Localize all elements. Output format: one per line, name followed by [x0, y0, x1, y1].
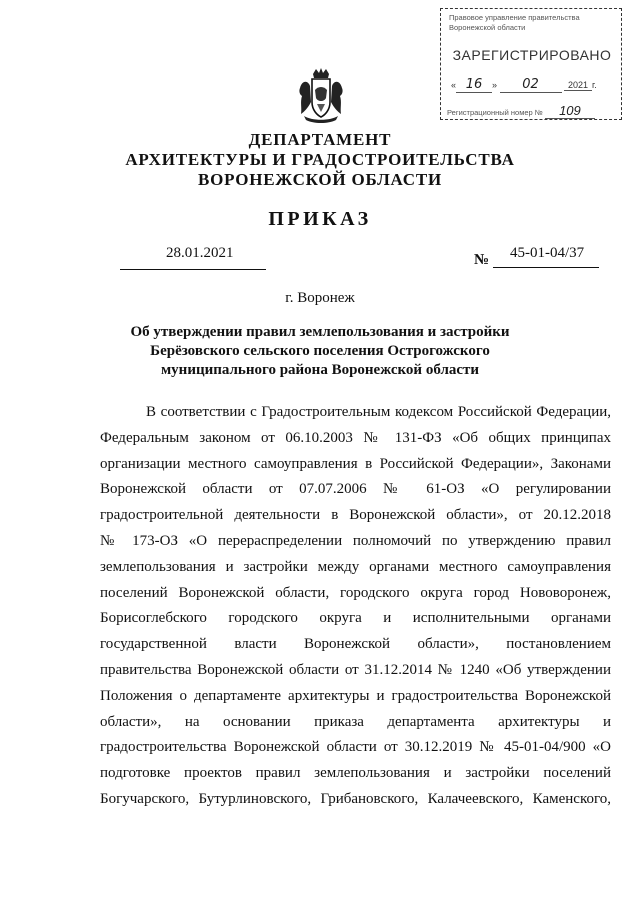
body-line: Положения о департаменте архитектуры и градостроительства Воронежской [100, 687, 611, 704]
document-number: 45-01-04/37 [510, 245, 585, 261]
coat-of-arms-icon [298, 68, 344, 124]
document-type: ПРИКАЗ [268, 208, 372, 230]
document-city: г. Воронеж [285, 290, 355, 306]
stamp-date: « 16 » 02 2021 г. [451, 77, 597, 92]
department-line-1: ДЕПАРТАМЕНТ [248, 130, 392, 149]
body-line: Богучарского, Бутурлиновского, Грибановского, Калачеевского, Каменского, [100, 790, 611, 807]
stamp-organization: Правовое управление правительства Воронежской области [449, 13, 580, 32]
body-line: Воронежской области от 07.07.2006 № 61-ОЗ «О регулировании [100, 481, 611, 498]
number-sign: № [474, 252, 490, 268]
body-line: землепользования и застройки между органами местного самоуправления [100, 558, 611, 575]
document-body [100, 400, 611, 813]
body-line: правительства Воронежской области от 31.12.2014 № 1240 «Об утверждении [100, 661, 611, 678]
body-line: подготовке проектов правил землепользования и застройки поселений [100, 765, 611, 782]
stamp-date-month: 02 [522, 77, 539, 92]
body-line: Федеральным законом от 06.10.2003 № 131-ФЗ «Об общих принципах [100, 429, 611, 446]
body-line: В соответствии с Градостроительным кодексом Российской Федерации, [146, 404, 611, 420]
body-line: поселений Воронежской области, городского округа город Нововоронеж, [100, 584, 611, 601]
number-underline [493, 267, 599, 268]
stamp-reg-number-label: Регистрационный номер № [447, 108, 543, 117]
body-line: градостроительства Воронежской области от 30.12.2019 № 45-01-04/900 «О [100, 739, 611, 756]
registration-stamp [440, 8, 622, 120]
department-line-3: ВОРОНЕЖСКОЙ ОБЛАСТИ [197, 170, 443, 189]
document-subject: Об утверждении правил землепользования и застройки Берёзовского сельского поселения Острогожского муниципального района Воронежской области [130, 324, 510, 378]
body-line: государственной власти Воронежской области», постановлением [100, 636, 611, 653]
body-line: Борисоглебского городского округа и исполнительными органами [100, 610, 611, 627]
body-line: области», на основании приказа департамента архитектуры и [100, 713, 611, 730]
date-underline [120, 269, 266, 270]
department-line-2: АРХИТЕКТУРЫ И ГРАДОСТРОИТЕЛЬСТВА [125, 150, 515, 169]
stamp-status: ЗАРЕГИСТРИРОВАНО [452, 47, 612, 63]
document-date: 28.01.2021 [166, 245, 234, 261]
stamp-reg-number [447, 103, 621, 119]
stamp-year-suffix: г. [592, 80, 597, 90]
stamp-date-year: 2021 [568, 80, 589, 90]
stamp-date-day: 16 [465, 77, 483, 92]
body-line: организации местного самоуправления в Российской Федерации», Законами [100, 455, 611, 472]
body-line: градостроительной деятельности в Воронежской области», от 20.12.2018 [100, 507, 611, 524]
stamp-reg-number-value: 109 [559, 103, 581, 118]
body-line: № 173-ОЗ «О перераспределении полномочий по утверждению правил [100, 532, 611, 549]
